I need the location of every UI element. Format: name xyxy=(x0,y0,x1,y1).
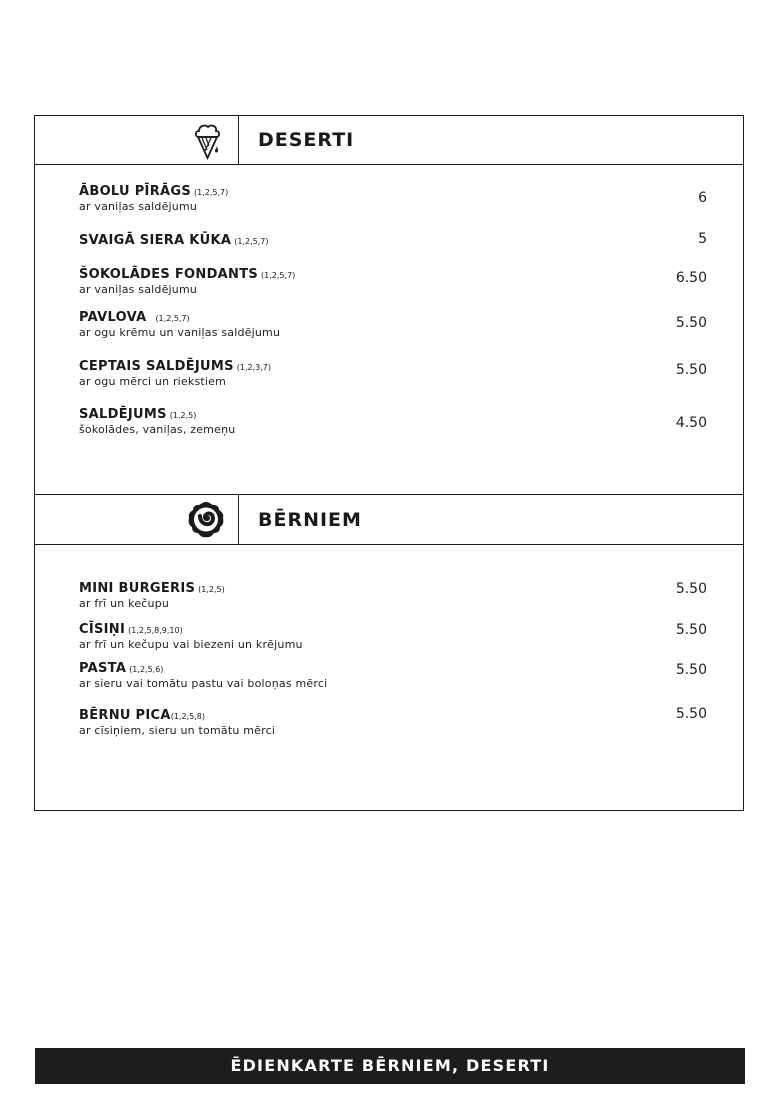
item-name xyxy=(79,581,707,597)
item-price: 4.50 xyxy=(675,415,707,431)
item-price: 5.50 xyxy=(675,362,707,378)
item-allergens: (1,2,5,8,9,10) xyxy=(128,626,183,635)
item-price: 5.50 xyxy=(675,581,707,597)
item-title: ĀBOLU PĪRĀGS xyxy=(79,184,191,199)
item-allergens: (1,2,5,6) xyxy=(129,665,164,674)
item-description: ar cīsiņiem, sieru un tomātu mērci xyxy=(79,724,276,737)
item-name xyxy=(79,267,707,283)
item-price: 6 xyxy=(698,190,707,206)
item-description: ar ogu krēmu un vaniļas saldējumu xyxy=(79,326,281,339)
item-description: ar frī un kečupu xyxy=(79,597,170,610)
item-name xyxy=(79,708,707,724)
item-allergens: (1,2,5,7) xyxy=(261,271,296,280)
item-title: ŠOKOLĀDES FONDANTS xyxy=(79,267,259,282)
menu-item xyxy=(79,233,707,249)
kids-smiley-icon xyxy=(186,500,226,540)
item-description: šokolādes, vaniļas, zemeņu xyxy=(79,423,236,436)
desserts-title: DESERTI xyxy=(258,129,355,151)
footer-banner: ĒDIENKARTE BĒRNIEM, DESERTI xyxy=(35,1048,745,1084)
item-price: 6.50 xyxy=(675,270,707,286)
item-price: 5.50 xyxy=(675,662,707,678)
item-description: ar vaniļas saldējumu xyxy=(79,283,198,296)
item-price: 5.50 xyxy=(675,315,707,331)
item-description: ar ogu mērci un riekstiem xyxy=(79,375,227,388)
menu-item xyxy=(79,622,707,651)
item-name xyxy=(79,233,707,249)
item-title: SVAIGĀ SIERA KŪKA xyxy=(79,233,232,248)
ice-cream-icon xyxy=(192,121,222,161)
item-title: CĪSIŅI xyxy=(79,622,126,637)
item-description: ar vaniļas saldējumu xyxy=(79,200,198,213)
kids-title: BĒRNIEM xyxy=(258,508,362,531)
menu-box xyxy=(34,115,744,811)
item-allergens: (1,2,5,7) xyxy=(194,188,229,197)
item-price: 5.50 xyxy=(675,706,707,722)
item-title: PASTA xyxy=(79,661,127,676)
item-title: SALDĒJUMS xyxy=(79,407,167,422)
item-name xyxy=(79,310,707,326)
kids-header xyxy=(35,494,743,545)
menu-item xyxy=(79,407,707,436)
item-price: 5.50 xyxy=(675,622,707,638)
item-allergens: (1,2,5,7) xyxy=(155,314,190,323)
item-allergens: (1,2,3,7) xyxy=(236,363,271,372)
item-allergens: (1,2,5) xyxy=(198,585,225,594)
item-description: ar frī un kečupu vai biezeni un krējumu xyxy=(79,638,303,651)
item-name xyxy=(79,184,707,200)
desserts-header xyxy=(35,116,743,165)
item-price: 5 xyxy=(698,231,707,247)
menu-item xyxy=(79,359,707,388)
item-description: ar sieru vai tomātu pastu vai boloņas mērci xyxy=(79,677,328,690)
item-allergens: (1,2,5,7) xyxy=(234,237,269,246)
item-name xyxy=(79,661,707,677)
menu-item xyxy=(79,184,707,213)
item-name xyxy=(79,359,707,375)
item-title: CEPTAIS SALDĒJUMS xyxy=(79,359,234,374)
menu-item xyxy=(79,661,707,690)
item-name xyxy=(79,622,707,638)
item-allergens: (1,2,5,8) xyxy=(170,712,205,721)
menu-item xyxy=(79,708,707,737)
item-allergens: (1,2,5) xyxy=(169,411,197,420)
item-name xyxy=(79,407,707,423)
menu-item xyxy=(79,581,707,610)
item-title: BĒRNU PICA xyxy=(79,708,171,723)
menu-item xyxy=(79,310,707,339)
menu-item xyxy=(79,267,707,296)
desserts-icon-cell xyxy=(35,116,239,164)
item-title: MINI BURGERIS xyxy=(79,581,196,596)
kids-icon-cell xyxy=(35,495,239,544)
item-title: PAVLOVA xyxy=(79,310,147,325)
